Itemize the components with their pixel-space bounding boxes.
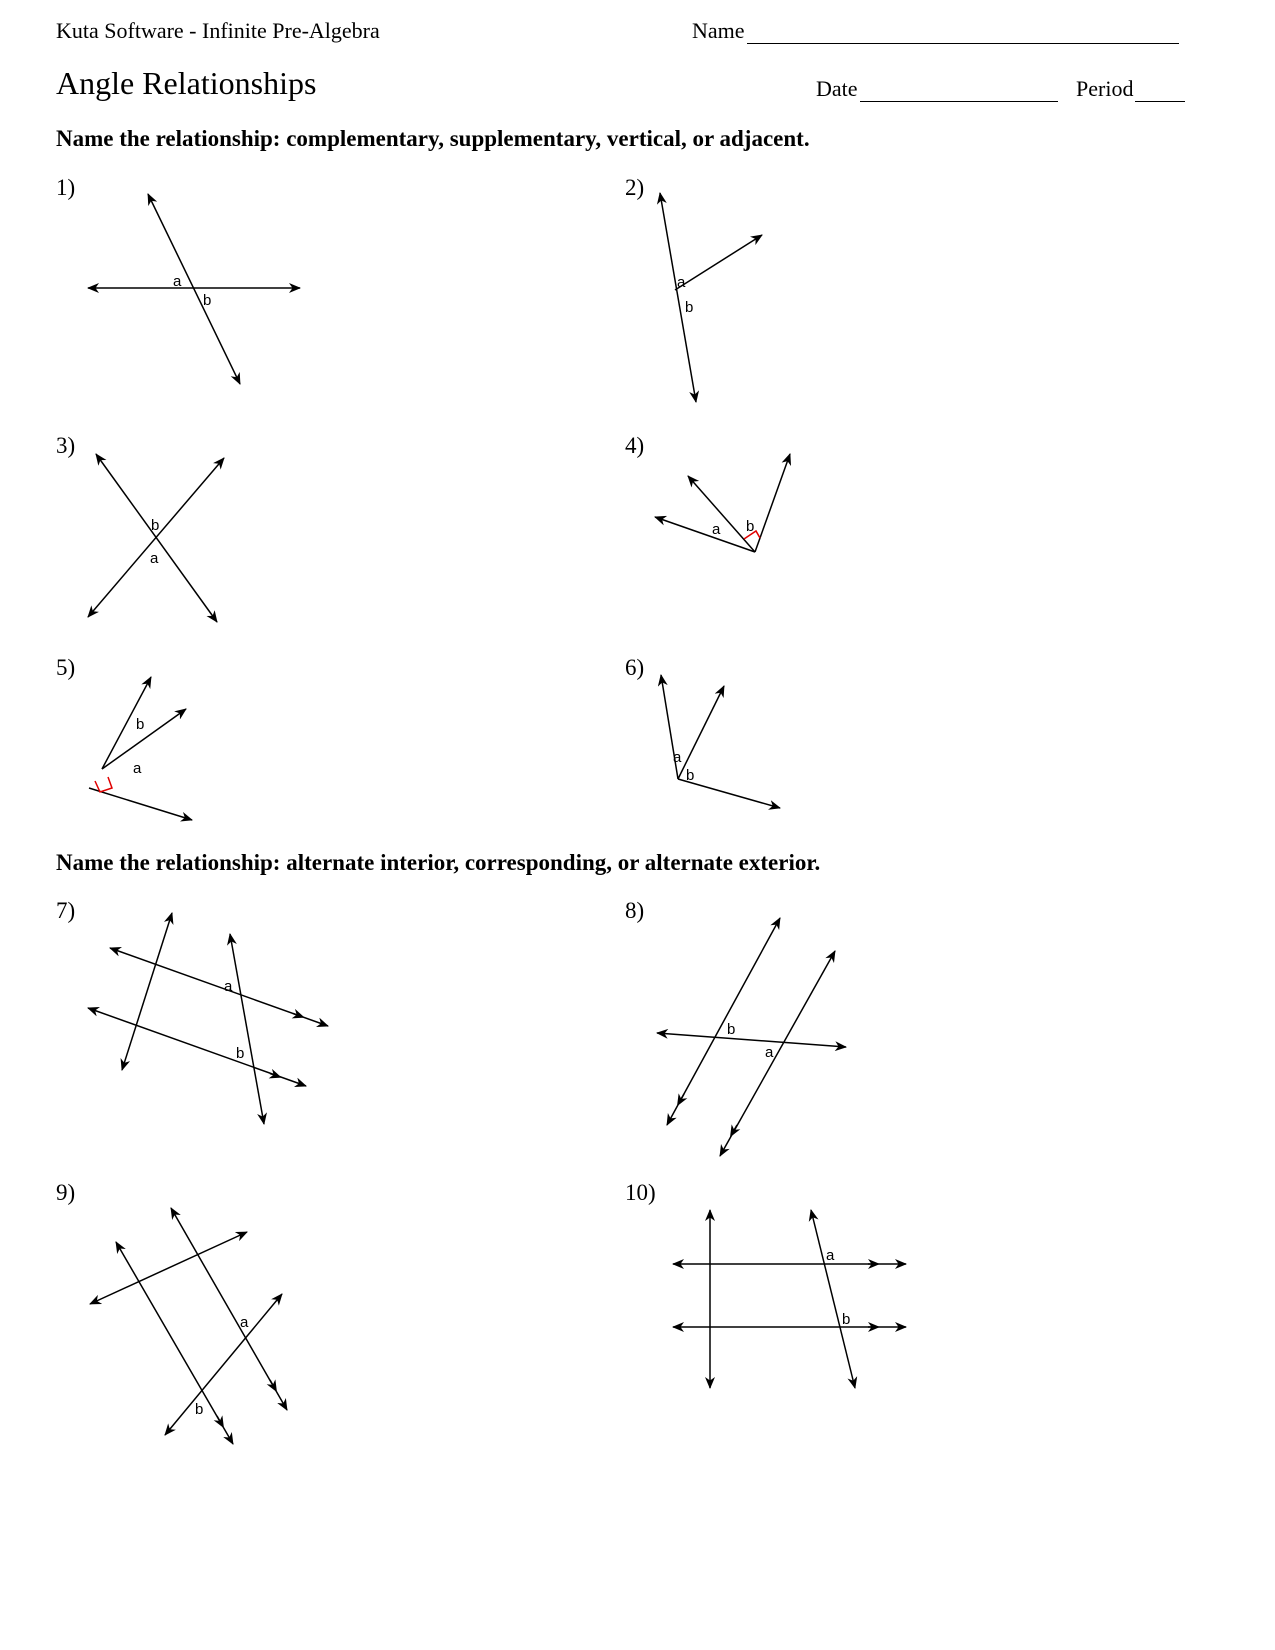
- question-5-number: 5): [56, 655, 76, 680]
- fig8-transversal: [657, 1033, 846, 1047]
- figure-2: [660, 193, 762, 402]
- fig9-label-b: b: [195, 1401, 204, 1418]
- question-10-number: 10): [625, 1180, 656, 1205]
- fig9-label-a: a: [240, 1314, 249, 1331]
- fig4-label-a: a: [712, 521, 721, 538]
- question-9-number: 9): [56, 1180, 76, 1205]
- fig5-right-angle-mark: [95, 777, 112, 792]
- figure-8: [657, 918, 846, 1156]
- fig9-transversal-lower: [165, 1294, 282, 1435]
- fig5-label-a: a: [133, 760, 142, 777]
- fig5-ray-bottom: [89, 788, 192, 820]
- name-label: Name: [692, 18, 745, 43]
- period-label: Period: [1076, 76, 1134, 101]
- figure-6: [661, 675, 780, 808]
- figure-9: [90, 1208, 287, 1444]
- fig6-ray-middle: [678, 686, 724, 779]
- question-1-number: 1): [56, 175, 76, 200]
- fig7-label-b: b: [236, 1045, 245, 1062]
- section-2-instruction: Name the relationship: alternate interior, corresponding, or alternate exterior.: [56, 850, 821, 875]
- fig1-label-b: b: [203, 292, 212, 309]
- figure-10: [673, 1210, 906, 1388]
- fig3-line-2: [88, 458, 224, 617]
- figure-5: [89, 677, 192, 820]
- fig3-label-a: a: [150, 550, 159, 567]
- fig7-label-a: a: [224, 978, 233, 995]
- fig3-label-b: b: [151, 517, 160, 534]
- fig9-transversal-upper: [90, 1232, 247, 1304]
- fig7-parallel-mark-top: [293, 1014, 299, 1016]
- fig9-parallel-mark-left: [217, 1416, 221, 1423]
- fig10-label-a: a: [826, 1247, 835, 1264]
- question-3-number: 3): [56, 433, 76, 458]
- figure-4: [655, 454, 790, 552]
- figure-1: [88, 194, 300, 384]
- fig7-parallel-mark-bottom: [270, 1074, 276, 1076]
- fig1-label-a: a: [173, 273, 182, 290]
- fig7-transversal-left: [122, 913, 172, 1070]
- fig7-transversal-right: [230, 934, 264, 1124]
- figure-7: [88, 913, 328, 1124]
- fig9-parallel-line-left: [116, 1242, 233, 1444]
- question-6-number: 6): [625, 655, 645, 680]
- question-7-number: 7): [56, 898, 76, 923]
- fig4-label-b: b: [746, 518, 755, 535]
- fig2-label-b: b: [685, 299, 694, 316]
- fig10-transversal: [811, 1210, 855, 1388]
- fig6-label-b: b: [686, 767, 695, 784]
- question-4-number: 4): [625, 433, 645, 458]
- fig6-label-a: a: [673, 749, 682, 766]
- fig8-parallel-line-left: [667, 918, 780, 1125]
- fig8-label-b: b: [727, 1021, 736, 1038]
- fig8-parallel-mark-left: [680, 1094, 684, 1101]
- fig8-parallel-mark-right: [733, 1125, 737, 1132]
- fig10-label-b: b: [842, 1311, 851, 1328]
- worksheet-title: Angle Relationships: [56, 65, 317, 101]
- question-8-number: 8): [625, 898, 645, 923]
- fig2-line: [660, 193, 696, 402]
- fig2-label-a: a: [677, 274, 686, 291]
- fig2-ray: [675, 235, 762, 290]
- date-label: Date: [816, 76, 858, 101]
- publisher-name: Kuta Software - Infinite Pre-Algebra: [56, 18, 380, 43]
- fig1-transversal: [148, 194, 240, 384]
- section-1-instruction: Name the relationship: complementary, supplementary, vertical, or adjacent.: [56, 126, 810, 151]
- fig5-label-b: b: [136, 716, 145, 733]
- fig8-label-a: a: [765, 1044, 774, 1061]
- fig9-parallel-mark-right: [270, 1380, 274, 1387]
- figure-3: [88, 454, 224, 622]
- question-2-number: 2): [625, 175, 645, 200]
